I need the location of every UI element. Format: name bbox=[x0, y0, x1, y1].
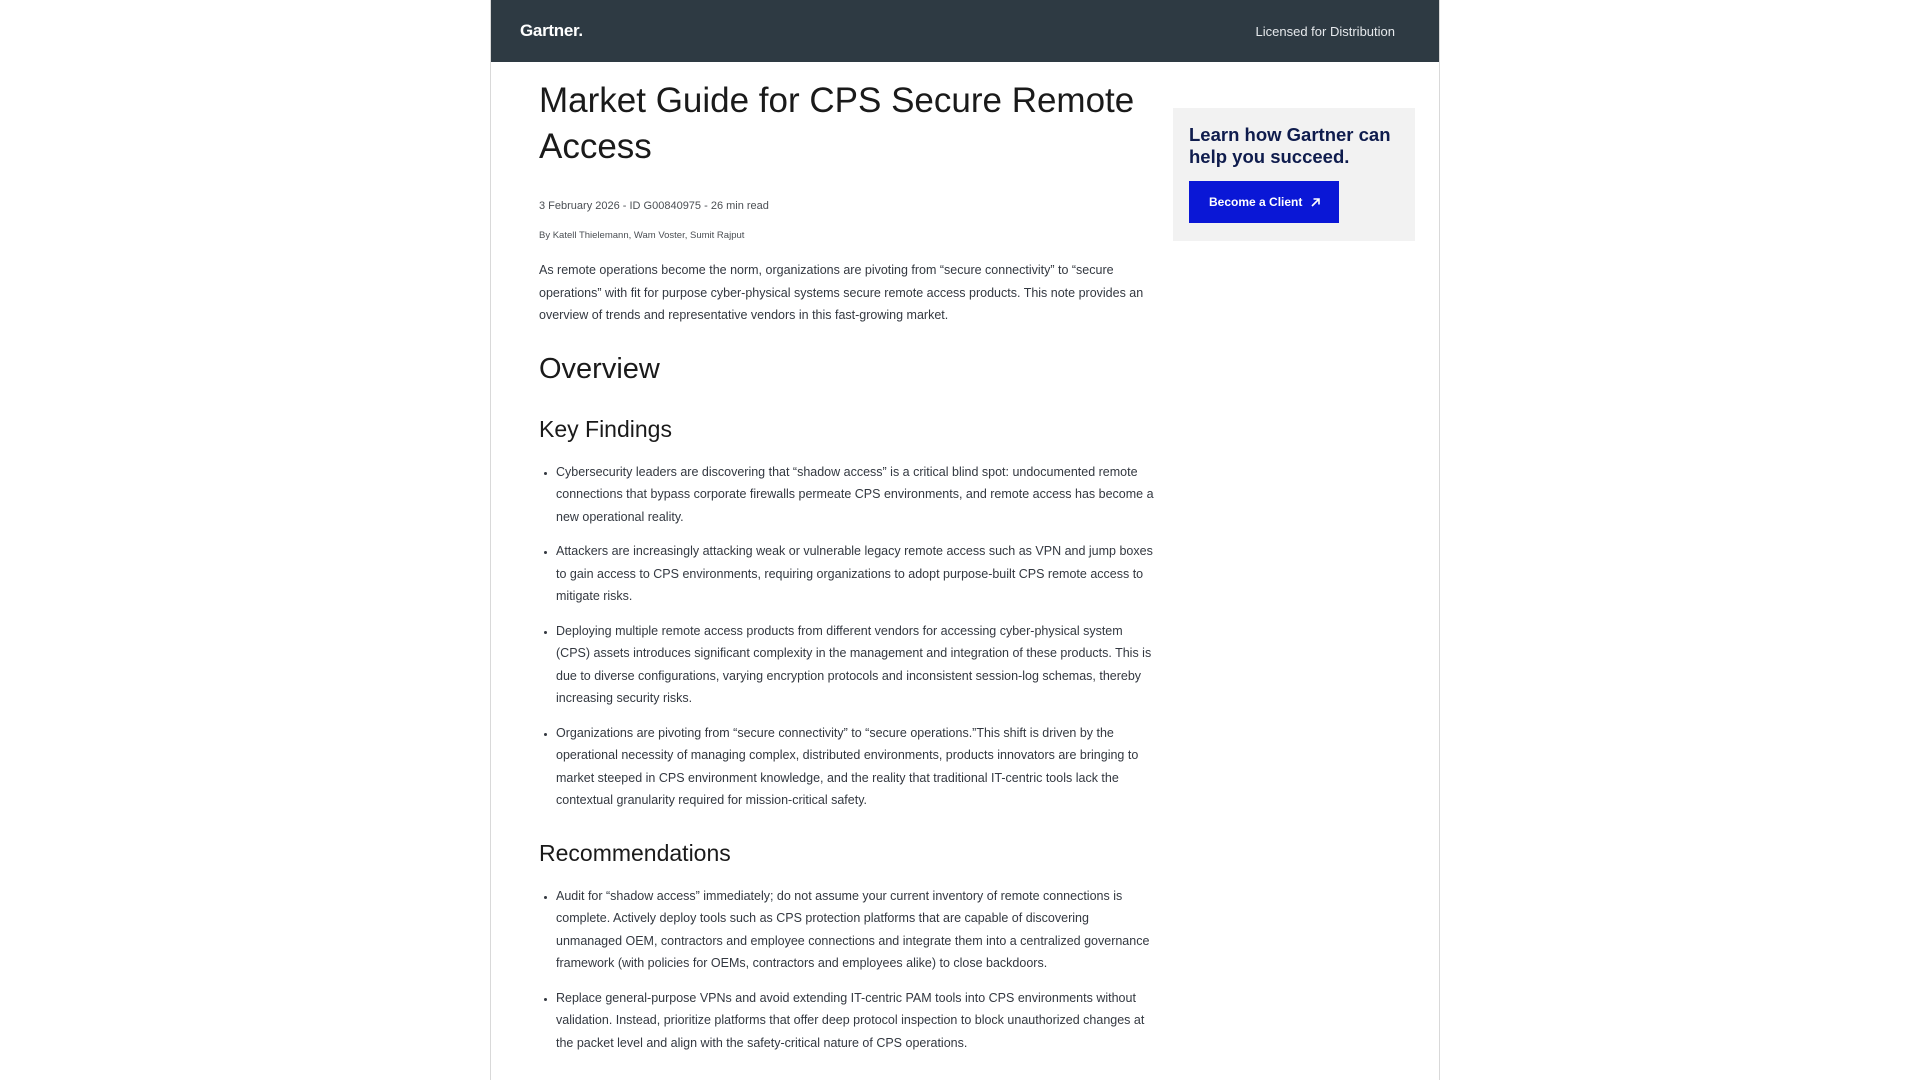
list-item: • Deploying multiple remote access products from different vendors for accessing cyber-physical system (CPS) assets introduces significant complexity in the management and integration of these products. This is due to diverse configurations, varying encryption protocols and inconsistent session-log schemas, thereby increasing security risks. bbox=[556, 620, 1157, 710]
key-findings-heading: Key Findings bbox=[539, 415, 672, 442]
list-item: • Audit for “shadow access” immediately; do not assume your current inventory of remote connections is complete. Actively deploy tools such as CPS protection platforms that are capable of discovering unmanaged OEM, contractors and employee connections and integrate them into a centralized governance framework (with policies for OEMs, contractors and employees alike) to close backdoors. bbox=[556, 885, 1157, 975]
gartner-logo[interactable]: Gartner. bbox=[520, 21, 583, 40]
arrow-up-right-icon bbox=[1310, 197, 1321, 208]
key-findings-list bbox=[539, 461, 1157, 812]
list-item: • Cybersecurity leaders are discovering that “shadow access” is a critical blind spot: undocumented remote connections that bypass corporate firewalls permeate CPS environments, and remote access has become a new operational reality. bbox=[556, 461, 1157, 529]
recommendations-heading: Recommendations bbox=[539, 839, 731, 866]
cta-title: Learn how Gartner can help you succeed. bbox=[1189, 124, 1391, 167]
list-item: • Attackers are increasingly attacking weak or vulnerable legacy remote access such as VPN and jump boxes to gain access to CPS environments, requiring organizations to adopt purpose-built CPS remote access to mitigate risks. bbox=[556, 540, 1157, 608]
article-meta: 3 February 2026 - ID G00840975 - 26 min read bbox=[539, 200, 769, 212]
become-client-button[interactable] bbox=[1189, 181, 1339, 223]
cta-button-label: Become a Client bbox=[1209, 195, 1303, 209]
list-item: • Replace general-purpose VPNs and avoid extending IT-centric PAM tools into CPS environments without validation. Instead, prioritize platforms that offer deep protocol inspection to block unauthorized changes at the packet level and align with the safety-critical nature of CPS operations. bbox=[556, 987, 1157, 1055]
list-item: • Organizations are pivoting from “secure connectivity” to “secure operations.”This shift is driven by the operational necessity of managing complex, distributed environments, products innovators are bringing to market steeped in CPS environment knowledge, and the reality that traditional IT-centric tools lack the contextual granularity required for mission-critical safety. bbox=[556, 722, 1157, 812]
article-body bbox=[539, 78, 1157, 1080]
licensed-label: Licensed for Distribution bbox=[1255, 23, 1395, 39]
overview-heading: Overview bbox=[539, 352, 660, 385]
document-page bbox=[490, 0, 1440, 1080]
top-banner bbox=[491, 0, 1439, 62]
recommendations-list bbox=[539, 885, 1157, 1055]
article-authors: By Katell Thielemann, Wam Voster, Sumit Rajput bbox=[539, 230, 745, 241]
article-summary: As remote operations become the norm, organizations are pivoting from “secure connectivity” to “secure operations” with fit for purpose cyber-physical systems secure remote access products. This note provides an overview of trends and representative vendors in this fast-growing market. bbox=[539, 263, 1144, 322]
page-title: Market Guide for CPS Secure Remote Access bbox=[539, 81, 1135, 166]
cta-panel bbox=[1173, 108, 1415, 241]
